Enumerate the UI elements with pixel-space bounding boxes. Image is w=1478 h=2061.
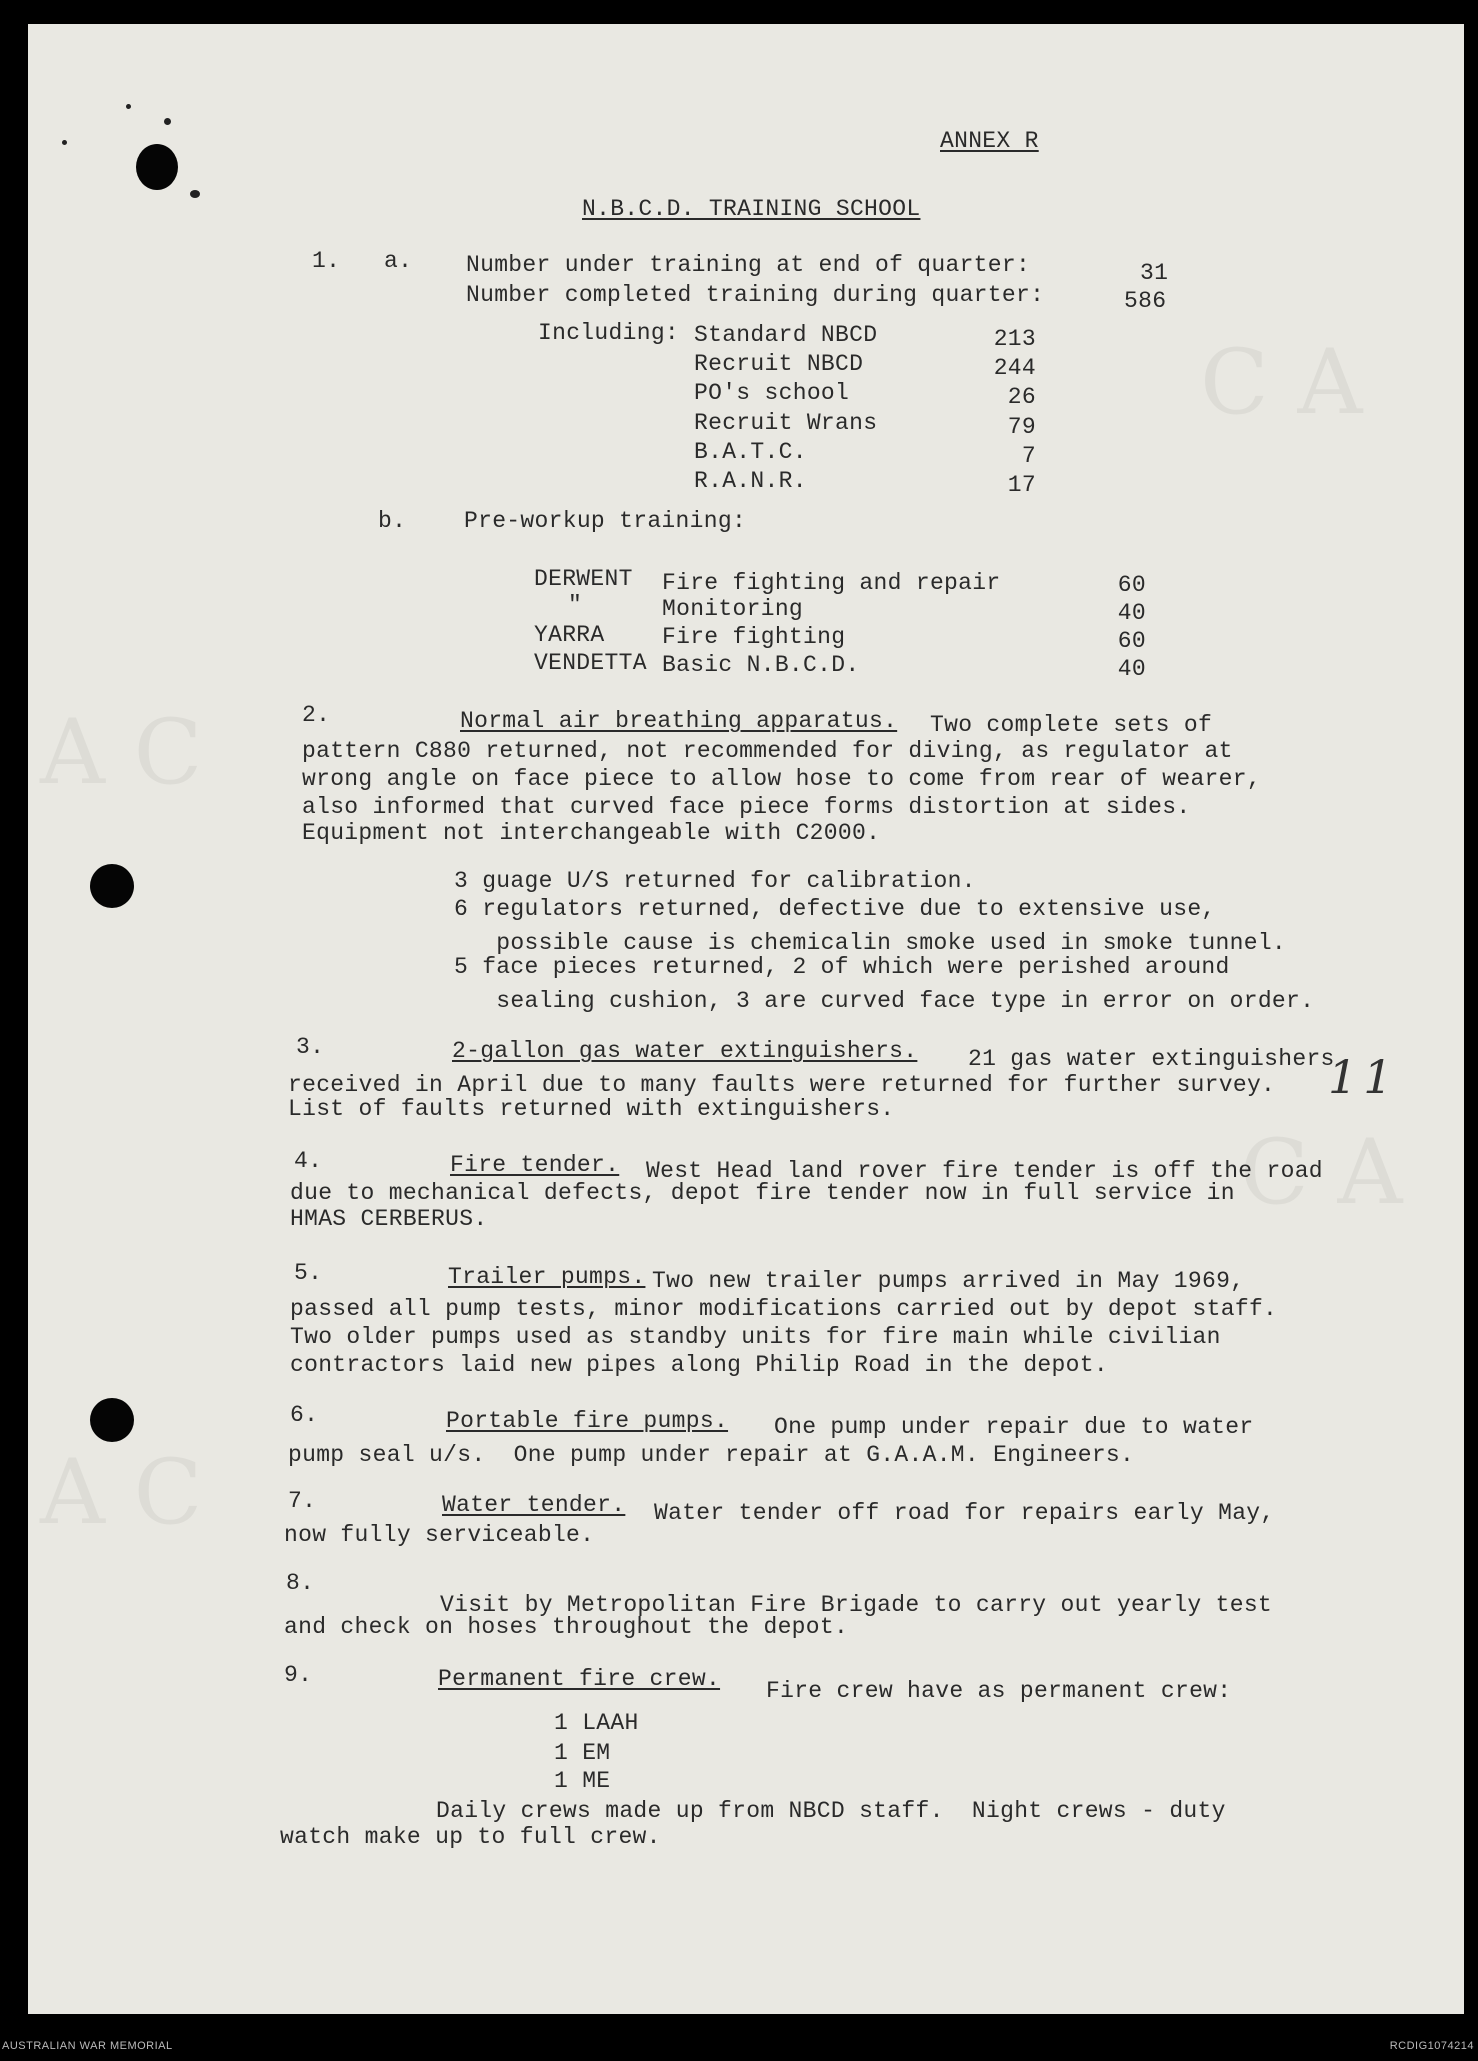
watermark: C A	[1200, 330, 1363, 435]
list-item-value: 7	[1021, 443, 1036, 469]
section-heading: Trailer pumps.	[448, 1264, 646, 1290]
paragraph-line: passed all pump tests, minor modifications carried out by depot staff.	[290, 1296, 1278, 1322]
handwritten-margin-mark: 11	[1328, 1050, 1399, 1104]
list-item: Standard NBCD	[694, 322, 878, 348]
section-heading: 2-gallon gas water extinguishers.	[452, 1038, 918, 1064]
paragraph-line: now fully serviceable.	[284, 1522, 595, 1548]
subparagraph-line: sealing cushion, 3 are curved face type in error on order.	[454, 988, 1315, 1014]
ship-value: 60	[1117, 572, 1146, 598]
paragraph-line: 21 gas water extinguishers	[968, 1046, 1335, 1072]
subsection-letter: a.	[384, 248, 413, 274]
section-heading: Permanent fire crew.	[438, 1666, 721, 1692]
punch-hole-middle	[90, 864, 134, 908]
ship-value: 40	[1117, 600, 1146, 626]
annex-label: ANNEX R	[940, 128, 1039, 154]
paragraph-line: Two new trailer pumps arrived in May 1969,	[652, 1268, 1245, 1294]
subparagraph-line: 6 regulators returned, defective due to extensive use,	[454, 896, 1216, 922]
ship-activity: Basic N.B.C.D.	[662, 652, 860, 678]
ship-activity: Monitoring	[662, 596, 804, 622]
paragraph-line: pattern C880 returned, not recommended for diving, as regulator at	[302, 738, 1233, 764]
paragraph-line: watch make up to full crew.	[280, 1824, 661, 1850]
paragraph-line: HMAS CERBERUS.	[290, 1206, 488, 1232]
watermark: A C	[40, 1440, 203, 1545]
under-training-label: Number under training at end of quarter:	[466, 252, 1031, 278]
section-heading: Normal air breathing apparatus.	[460, 708, 898, 734]
footer-record-id: RCDIG1074214	[1389, 2040, 1474, 2052]
section-heading: Portable fire pumps.	[446, 1408, 729, 1434]
list-item-value: 244	[993, 355, 1036, 381]
paragraph-line: Equipment not interchangeable with C2000.	[302, 820, 881, 846]
under-training-value: 31	[1140, 260, 1169, 286]
subsection-letter: b.	[378, 508, 407, 534]
list-item: Recruit NBCD	[694, 351, 864, 377]
paragraph-line: Two complete sets of	[930, 712, 1213, 738]
watermark: A C	[40, 700, 203, 805]
paragraph-line: Fire crew have as permanent crew:	[766, 1678, 1232, 1704]
ship-activity: Fire fighting	[662, 624, 846, 650]
page-title: N.B.C.D. TRAINING SCHOOL	[582, 196, 921, 222]
ship-value: 40	[1117, 656, 1146, 682]
section-number: 9.	[284, 1662, 313, 1688]
ship-name: YARRA	[534, 622, 605, 648]
paragraph-line: Water tender off road for repairs early May,	[654, 1500, 1275, 1526]
paper-speck	[164, 118, 171, 125]
ship-name: "	[568, 592, 583, 618]
paragraph-line: also informed that curved face piece forms distortion at sides.	[302, 794, 1191, 820]
footer-source: AUSTRALIAN WAR MEMORIAL	[2, 2040, 173, 2052]
ship-value: 60	[1117, 628, 1146, 654]
punch-hole-top	[136, 144, 178, 190]
paper-speck	[190, 190, 200, 198]
including-label: Including:	[538, 320, 680, 346]
section-heading: Water tender.	[442, 1492, 626, 1518]
paragraph-line: contractors laid new pipes along Philip Road in the depot.	[290, 1352, 1108, 1378]
ship-name: VENDETTA	[534, 650, 647, 676]
section-number: 1.	[312, 248, 341, 274]
list-item: PO's school	[694, 380, 850, 406]
ship-name: DERWENT	[534, 566, 633, 592]
paper-speck	[126, 104, 131, 109]
list-item-value: 79	[1007, 414, 1036, 440]
subparagraph-line: 5 face pieces returned, 2 of which were perished around	[454, 954, 1230, 980]
punch-hole-bottom	[90, 1398, 134, 1442]
paragraph-line: Daily crews made up from NBCD staff. Night crews - duty	[436, 1798, 1226, 1824]
section-number: 5.	[294, 1260, 323, 1286]
paragraph-line: due to mechanical defects, depot fire tender now in full service in	[290, 1180, 1235, 1206]
ship-activity: Fire fighting and repair	[662, 570, 1001, 596]
crew-member: 1 ME	[554, 1768, 611, 1794]
crew-member: 1 LAAH	[554, 1710, 639, 1736]
list-item-value: 17	[1007, 472, 1036, 498]
paragraph-line: and check on hoses throughout the depot.	[284, 1614, 849, 1640]
section-heading: Fire tender.	[450, 1152, 620, 1178]
list-item: R.A.N.R.	[694, 468, 807, 494]
paragraph-line: West Head land rover fire tender is off the road	[646, 1158, 1323, 1184]
paragraph-line: wrong angle on face piece to allow hose to come from rear of wearer,	[302, 766, 1261, 792]
subparagraph-line: 3 guage U/S returned for calibration.	[454, 868, 976, 894]
paragraph-line: received in April due to many faults were returned for further survey.	[288, 1072, 1276, 1098]
completed-training-label: Number completed training during quarter:	[466, 282, 1045, 308]
section-number: 7.	[288, 1488, 317, 1514]
list-item: B.A.T.C.	[694, 439, 807, 465]
section-number: 2.	[302, 702, 331, 728]
list-item-value: 213	[993, 326, 1036, 352]
section-number: 6.	[290, 1402, 319, 1428]
crew-member: 1 EM	[554, 1740, 611, 1766]
list-item: Recruit Wrans	[694, 410, 878, 436]
paragraph-line: Visit by Metropolitan Fire Brigade to carry out yearly test	[440, 1592, 1273, 1618]
completed-training-value: 586	[1124, 288, 1167, 314]
paragraph-line: List of faults returned with extinguishers.	[288, 1096, 895, 1122]
watermark: C A	[1240, 1120, 1403, 1225]
section-number: 3.	[296, 1034, 325, 1060]
paper-speck	[62, 140, 67, 145]
section-number: 4.	[294, 1148, 323, 1174]
list-item-value: 26	[1007, 384, 1036, 410]
prework-label: Pre-workup training:	[464, 508, 747, 534]
paragraph-line: One pump under repair due to water	[774, 1414, 1254, 1440]
subparagraph-line: possible cause is chemicalin smoke used in smoke tunnel.	[454, 930, 1287, 956]
paragraph-line: Two older pumps used as standby units for fire main while civilian	[290, 1324, 1221, 1350]
section-number: 8.	[286, 1570, 315, 1596]
paragraph-line: pump seal u/s. One pump under repair at G.A.A.M. Engineers.	[288, 1442, 1135, 1468]
